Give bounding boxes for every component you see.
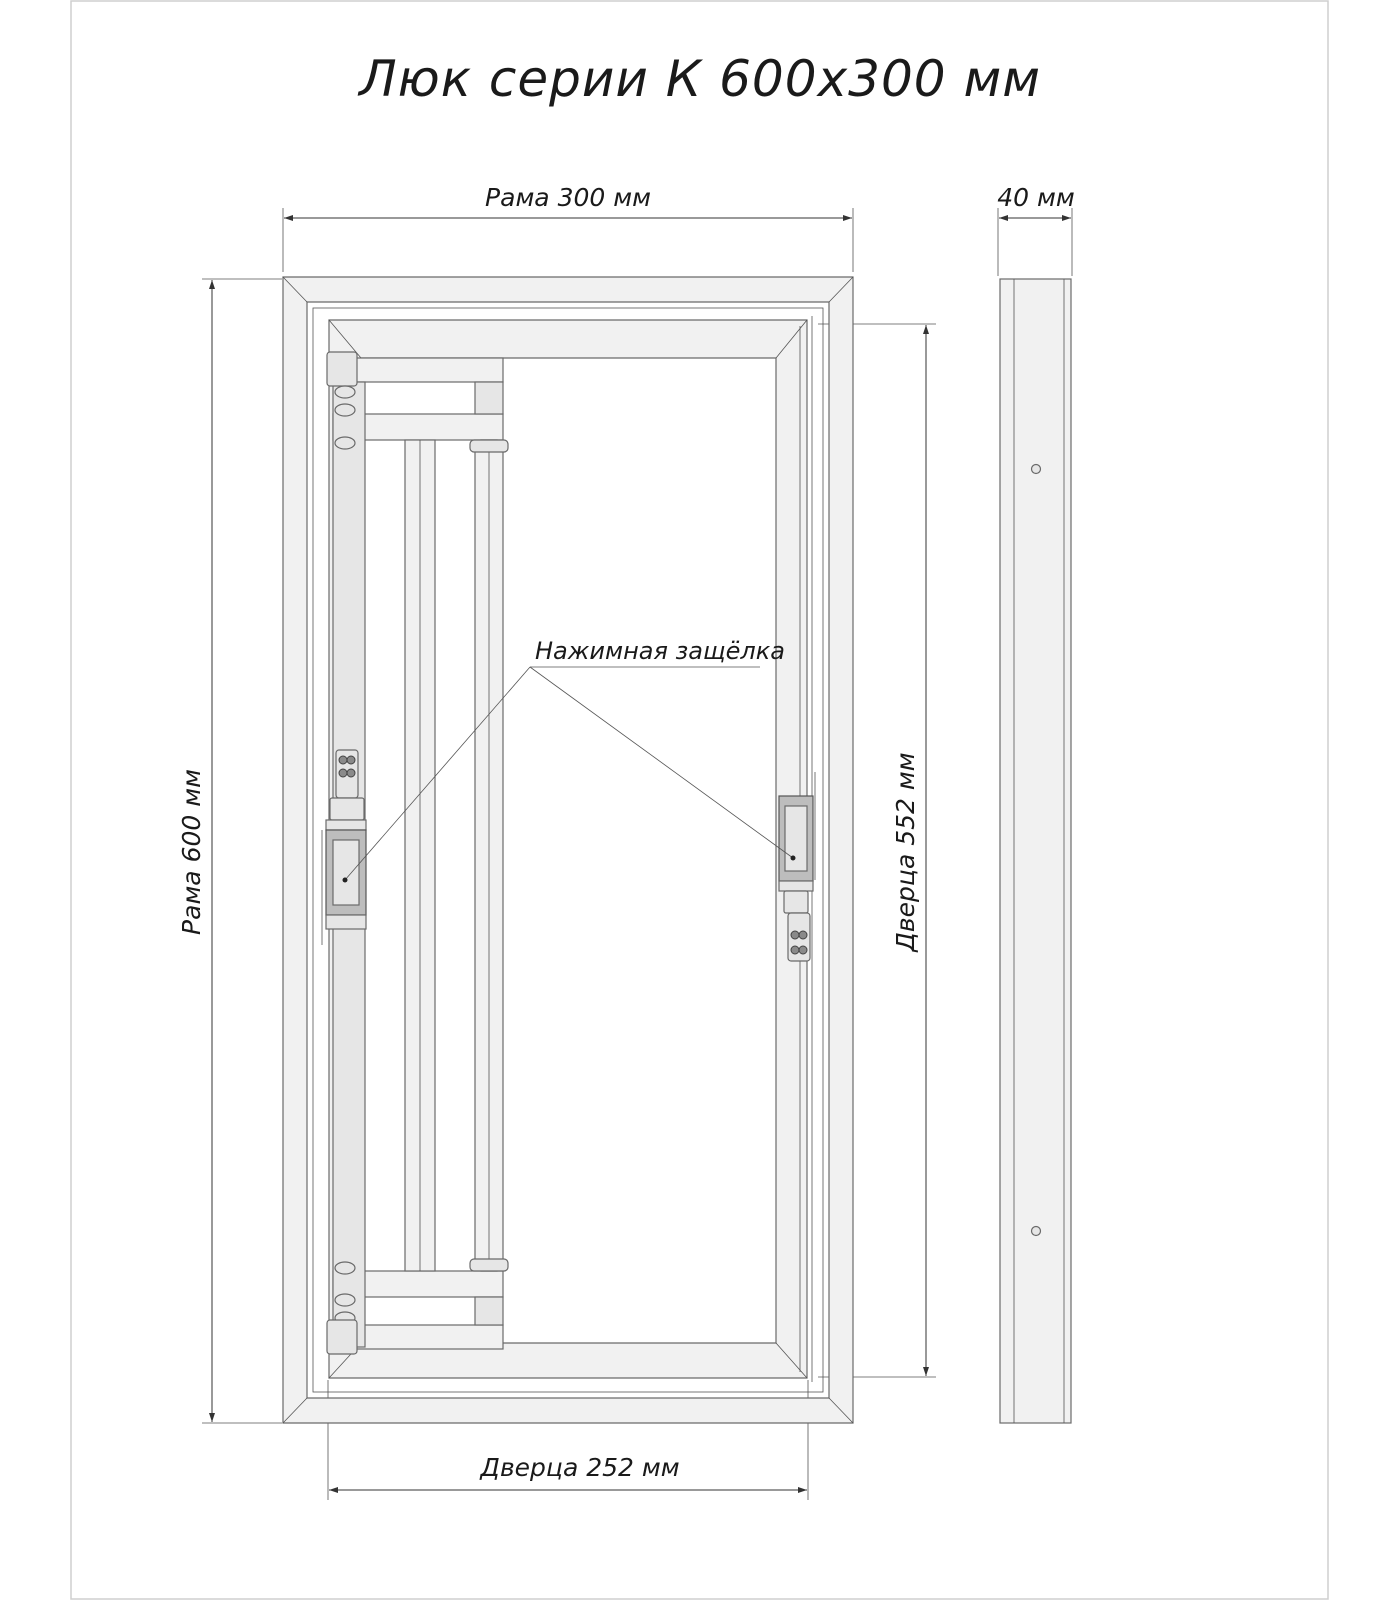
depth-label: 40 мм (997, 183, 1075, 212)
door-width-label: Дверца 252 мм (480, 1453, 680, 1482)
drawing-title: Люк серии К 600х300 мм (359, 50, 1041, 108)
frame-height-label: Рама 600 мм (177, 769, 206, 935)
door-height-label: Дверца 552 мм (891, 752, 920, 952)
latch-label: Нажимная защёлка (535, 637, 785, 665)
frame-width-label: Рама 300 мм (485, 183, 651, 212)
side-profile-view (1000, 279, 1071, 1423)
